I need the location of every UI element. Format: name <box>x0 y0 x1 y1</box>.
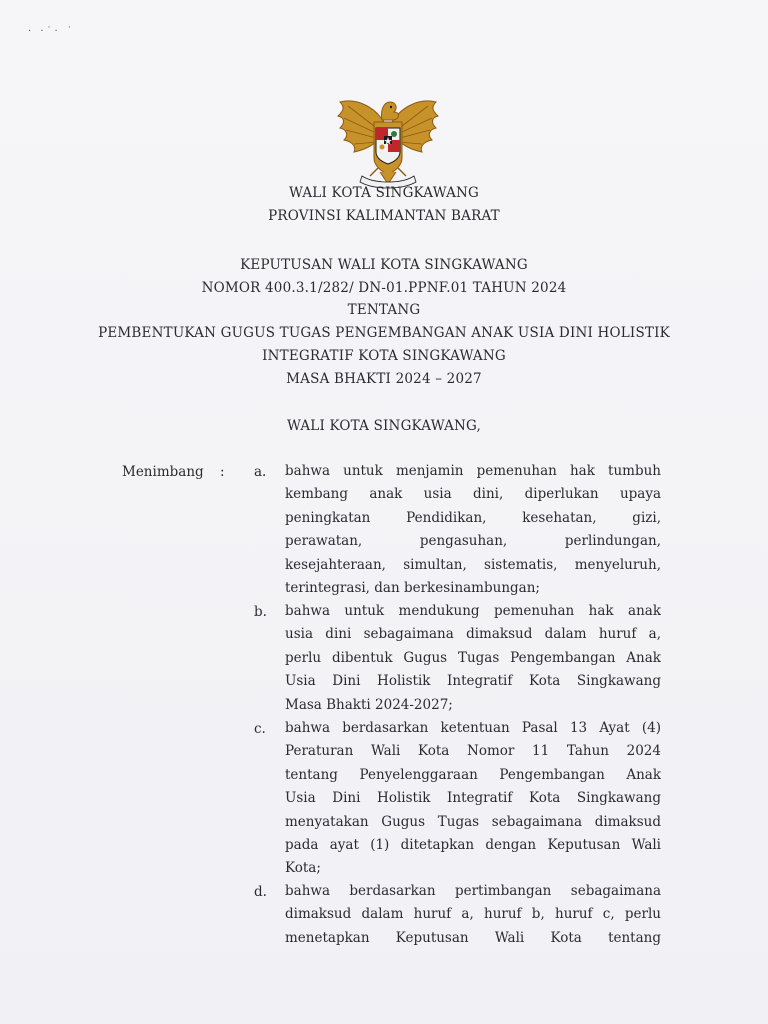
decree-period: MASA BHAKTI 2024 – 2027 <box>286 371 482 387</box>
header-title-line1: WALI KOTA SINGKAWANG <box>288 185 480 201</box>
item-a-letter: a. <box>254 464 267 480</box>
decree-subject-line1: PEMBENTUKAN GUGUS TUGAS PENGEMBANGAN ANAK USIA DINI HOLISTIK <box>98 325 670 341</box>
text-line: menetapkan Keputusan Wali Kota tentang <box>285 929 661 946</box>
text-line: Masa Bhakti 2024-2027; <box>285 696 453 713</box>
text-line: peningkatan Pendidikan, kesehatan, gizi, <box>285 509 661 526</box>
decree-title: KEPUTUSAN WALI KOTA SINGKAWANG <box>240 257 528 273</box>
decree-number: NOMOR 400.3.1/282/ DN-01.PPNF.01 TAHUN 2024 <box>201 280 567 296</box>
text-line: kesejahteraan, simultan, sistematis, menyeluruh, <box>285 556 661 573</box>
item-c-letter: c. <box>254 721 266 737</box>
decree-subject-line2: INTEGRATIF KOTA SINGKAWANG <box>262 348 506 364</box>
text-line: Peraturan Wali Kota Nomor 11 Tahun 2024 <box>285 743 661 760</box>
scan-specks: · ·˙· ˙ <box>28 26 75 37</box>
item-c-text <box>285 717 661 881</box>
text-line: bahwa berdasarkan pertimbangan sebagaimana <box>285 883 661 899</box>
text-line: Kota; <box>285 860 321 877</box>
text-line: usia dini sebagaimana dimaksud dalam huruf a, <box>285 626 661 643</box>
text-line: Usia Dini Holistik Integratif Kota Singkawang <box>285 790 661 807</box>
text-line: kembang anak usia dini, diperlukan upaya <box>285 486 661 503</box>
decree-tentang: TENTANG <box>347 302 421 318</box>
text-line: tentang Penyelenggaraan Pengembangan Anak <box>285 766 661 783</box>
item-d-text <box>285 880 661 950</box>
text-line: terintegrasi, dan berkesinambungan; <box>285 579 540 596</box>
text-line: menyatakan Gugus Tugas sebagaimana dimaksud <box>285 813 661 830</box>
text-line: pada ayat (1) ditetapkan dengan Keputusan Wali <box>285 836 661 853</box>
text-line: bahwa berdasarkan ketentuan Pasal 13 Ayat (4) <box>285 720 661 736</box>
salutation: WALI KOTA SINGKAWANG, <box>286 418 482 434</box>
item-d-letter: d. <box>254 884 267 900</box>
header-title-line2: PROVINSI KALIMANTAN BARAT <box>268 208 500 224</box>
item-b-text <box>285 600 661 717</box>
menimbang-label: Menimbang <box>122 464 204 480</box>
text-line: perlu dibentuk Gugus Tugas Pengembangan Anak <box>285 649 661 666</box>
item-a-text <box>285 460 661 600</box>
item-b-letter: b. <box>254 604 267 620</box>
text-line: bahwa untuk mendukung pemenuhan hak anak <box>285 603 661 619</box>
text-line: bahwa untuk menjamin pemenuhan hak tumbuh <box>285 463 661 479</box>
menimbang-colon: : <box>220 464 225 480</box>
text-line: dimaksud dalam huruf a, huruf b, huruf c, perlu <box>285 906 661 923</box>
text-line: Usia Dini Holistik Integratif Kota Singkawang <box>285 673 661 690</box>
garuda-pancasila-emblem-icon <box>334 92 442 190</box>
text-line: perawatan, pengasuhan, perlindungan, <box>285 533 661 550</box>
